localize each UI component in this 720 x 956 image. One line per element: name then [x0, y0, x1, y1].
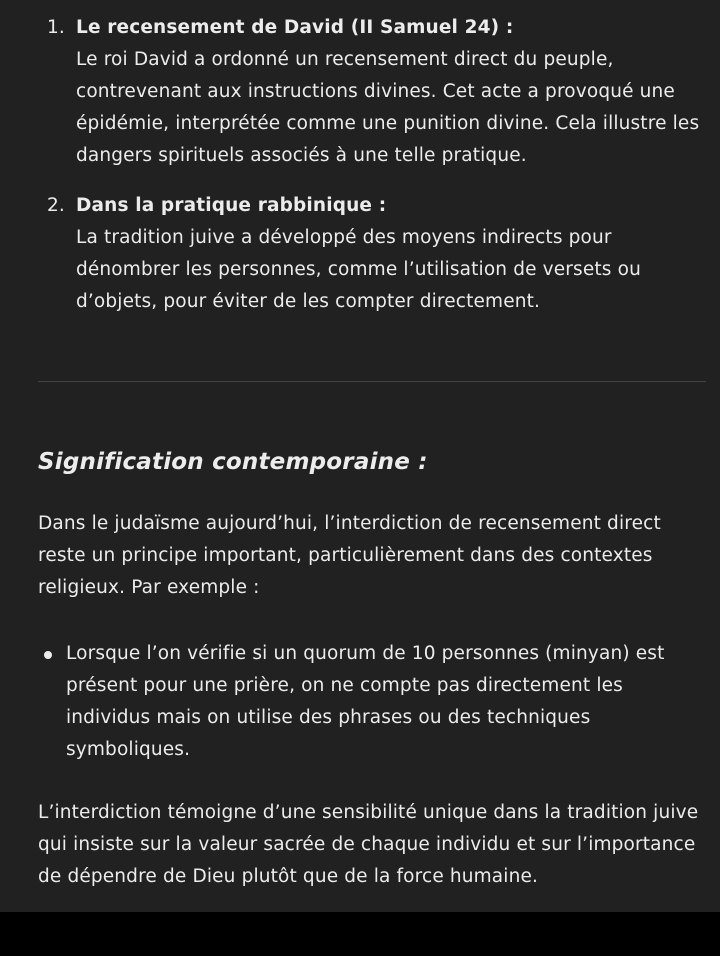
- section-heading: Signification contemporaine :: [38, 449, 428, 475]
- list-item-body: La tradition juive a développé des moyens indirects pour dénombrer les personnes, comme l’utilisation de versets ou d’objets, pour éviter de les compter directement.: [76, 227, 641, 312]
- list-item-title: Dans la pratique rabbinique :: [76, 195, 387, 216]
- list-item-number: 1.: [47, 17, 65, 38]
- horizontal-divider: [38, 381, 706, 382]
- list-item-number: 2.: [47, 195, 65, 216]
- list-item-body: Le roi David a ordonné un recensement direct du peuple, contrevenant aux instructions divines. Cet acte a provoqué une épidémie, interprétée comme une punition divine. Cela illustre les dangers spirituels associés à une telle pratique.: [76, 49, 700, 166]
- bullet-icon: [44, 651, 52, 659]
- list-item-title: Le recensement de David (II Samuel 24) :: [76, 17, 514, 38]
- bullet-text: Lorsque l’on vérifie si un quorum de 10 personnes (minyan) est présent pour une prière, on ne compte pas directement les individus mais on utilise des phrases ou des techniques symboliques.: [66, 643, 665, 760]
- conclusion-paragraph: L’interdiction témoigne d’une sensibilité unique dans la tradition juive qui insiste sur la valeur sacrée de chaque individu et sur l’importance de dépendre de Dieu plutôt que de la force humaine.: [38, 802, 699, 887]
- bottom-bar: [0, 912, 720, 956]
- intro-paragraph: Dans le judaïsme aujourd’hui, l’interdiction de recensement direct reste un principe important, particulièrement dans des contextes religieux. Par exemple :: [38, 513, 661, 598]
